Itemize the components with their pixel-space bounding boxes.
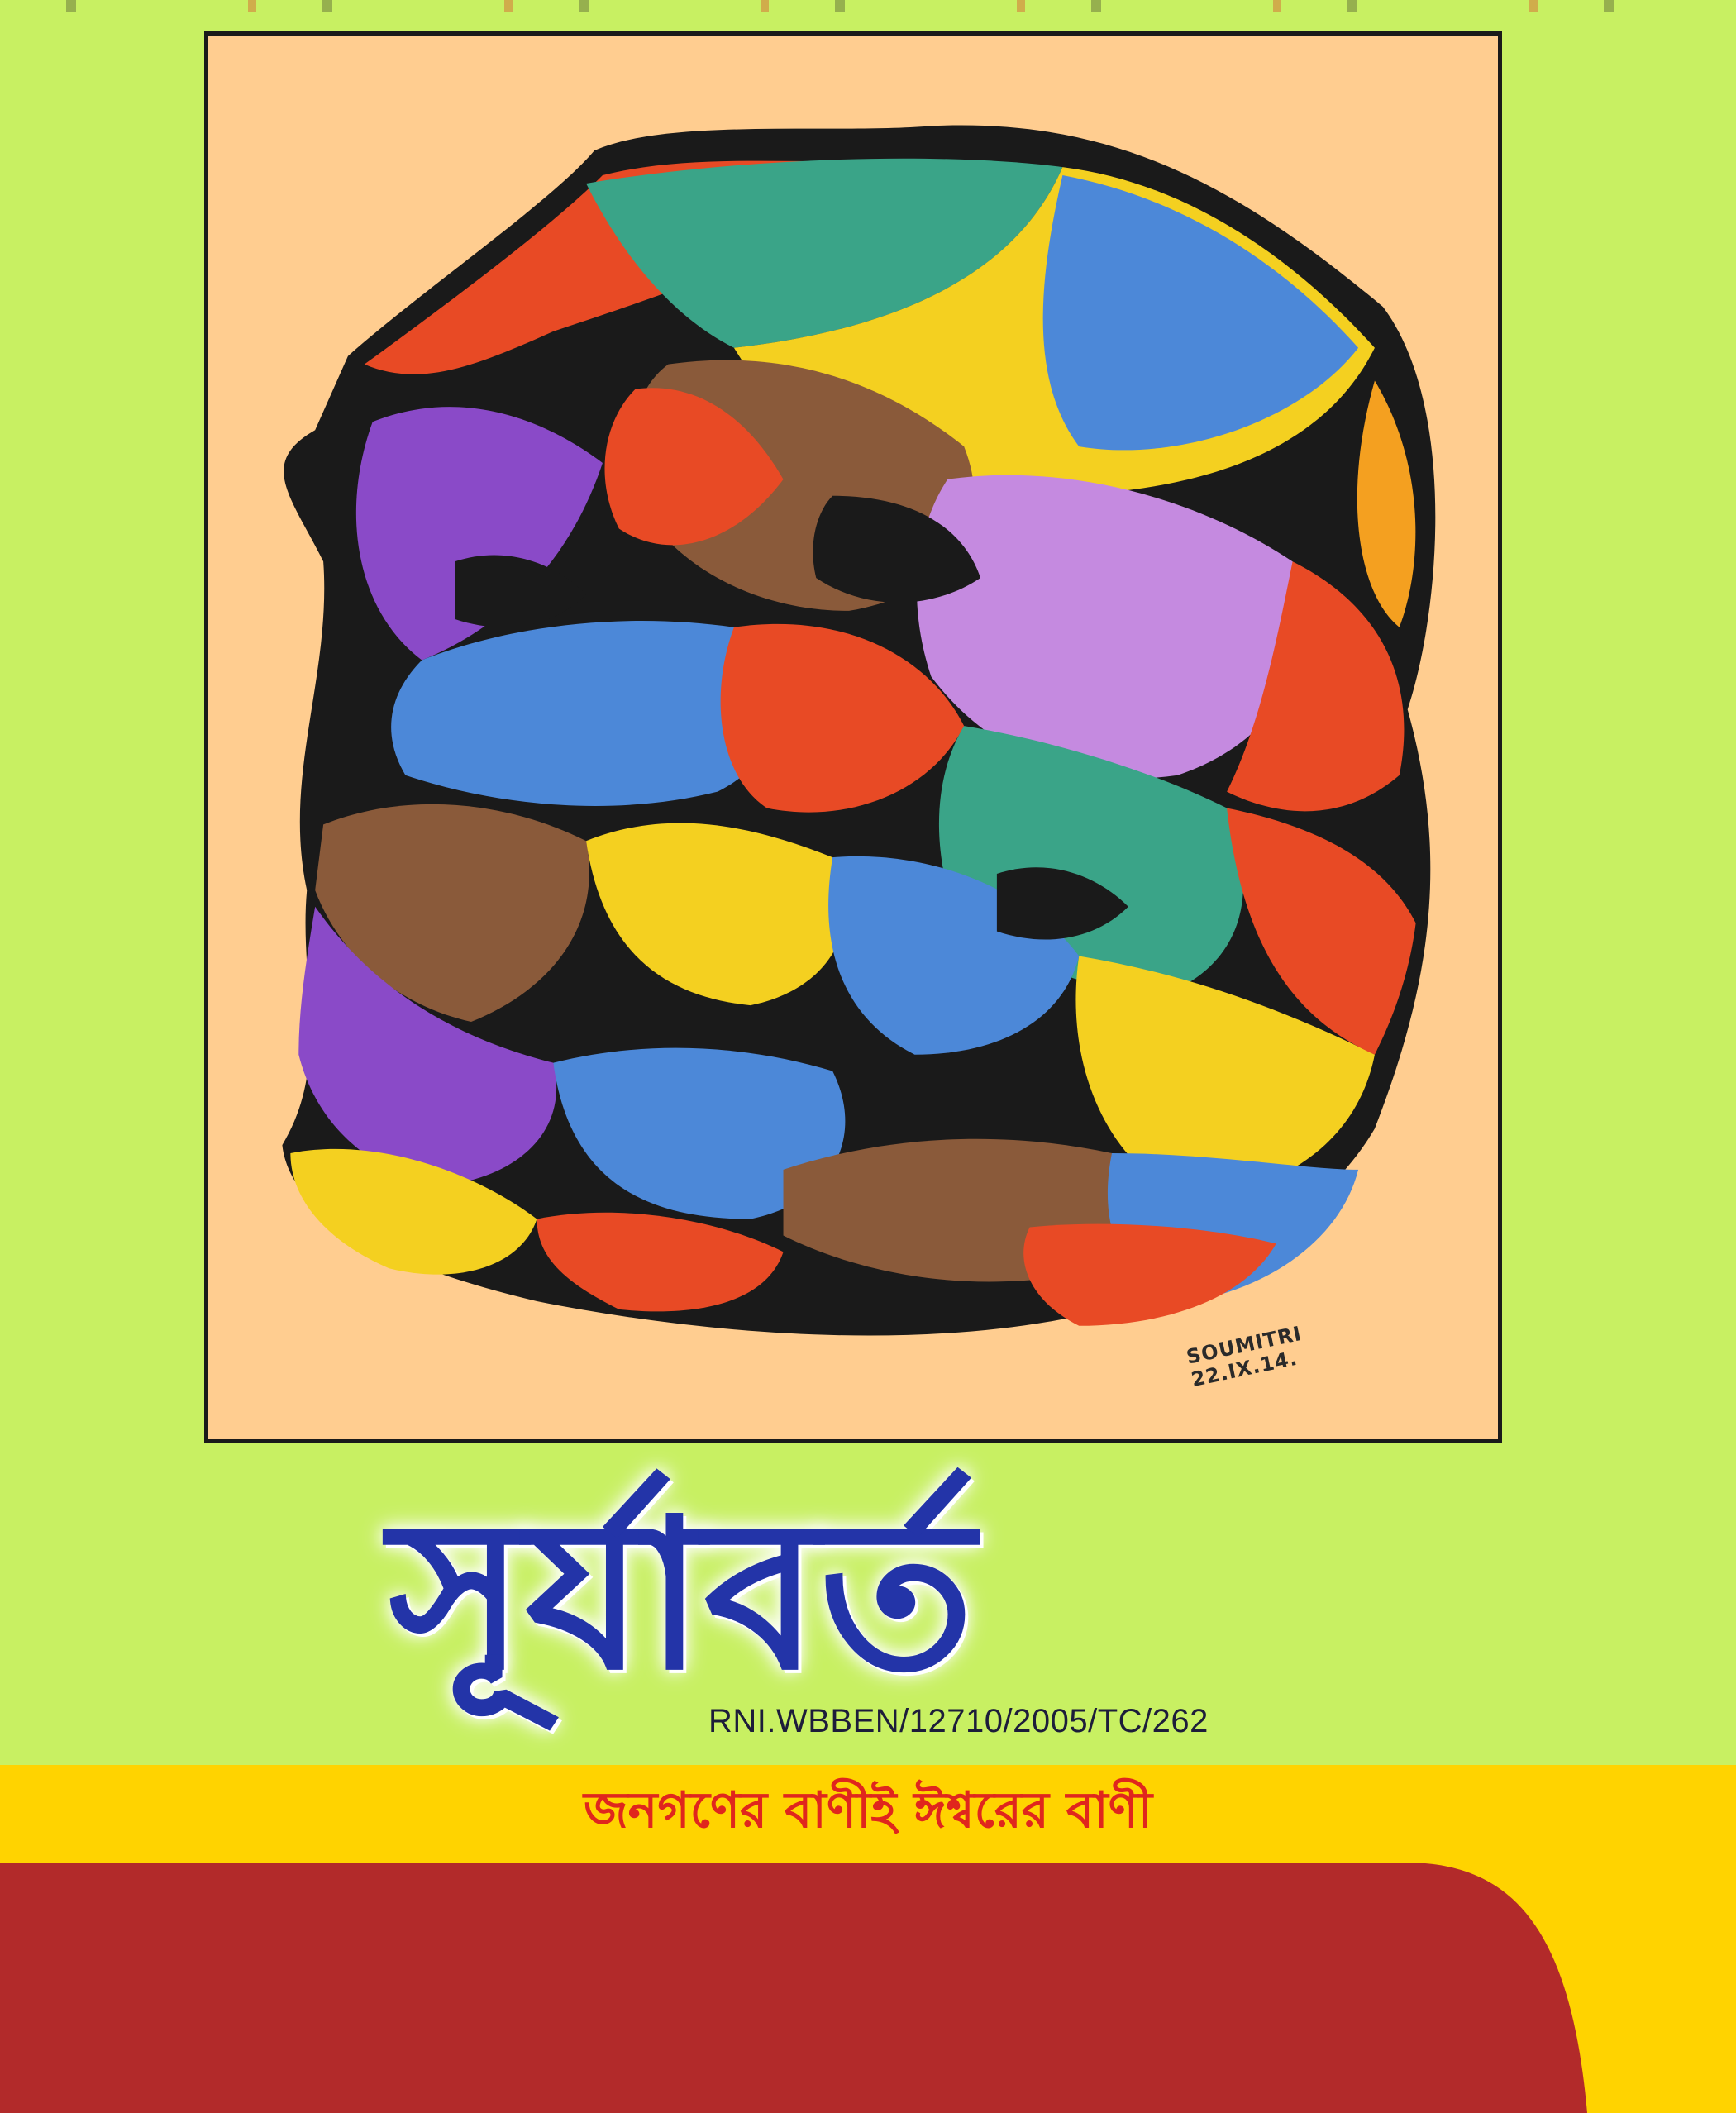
- bottom-color-panel: [0, 1863, 1736, 2113]
- cover-artwork: [204, 31, 1502, 1443]
- artist-signature: SOUMITRI 22.IX.14.: [1184, 1321, 1304, 1392]
- top-edge-strip: [0, 0, 1736, 12]
- tagline: জনগণের বাণীই ঈশ্বরের বাণী: [583, 1782, 1153, 1839]
- registration-number: RNI.WBBEN/12710/2005/TC/262: [708, 1703, 1209, 1739]
- abstract-crayon-drawing: [208, 36, 1498, 1439]
- magazine-title: সূর্যাবর্ত: [389, 1475, 975, 1715]
